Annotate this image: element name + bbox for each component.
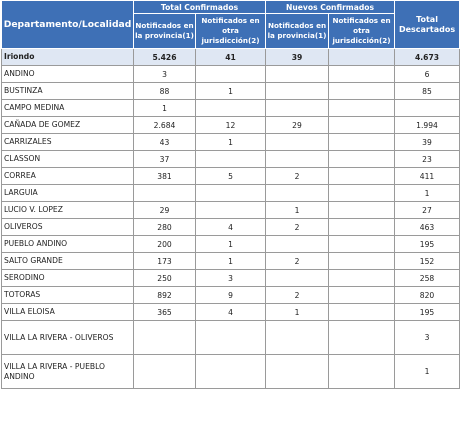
cell-confirmados-otra: 5: [196, 168, 266, 185]
cell-localidad: PUEBLO ANDINO: [2, 236, 134, 253]
col-header-departamento: Departamento/Localidad: [2, 1, 134, 49]
cell-confirmados-provincia: 280: [134, 219, 196, 236]
cell-localidad: LUCIO V. LOPEZ: [2, 202, 134, 219]
group-header-total-confirmados: Total Confirmados: [134, 1, 266, 14]
cell-nuevos-otra: [329, 134, 395, 151]
col-header-total-descartados: Total Descartados: [395, 1, 460, 49]
cell-nuevos-provincia: 39: [266, 49, 329, 66]
cell-nuevos-provincia: [266, 185, 329, 202]
col-header-confirmados-provincia: Notificados en la provincia(1): [134, 14, 196, 49]
cell-confirmados-provincia: 250: [134, 270, 196, 287]
cell-confirmados-provincia: [134, 321, 196, 355]
cell-nuevos-provincia: 1: [266, 304, 329, 321]
localidades-table: [1, 0, 460, 389]
cell-localidad: ANDINO: [2, 66, 134, 83]
cell-nuevos-provincia: [266, 83, 329, 100]
cell-total-descartados: 1.994: [395, 117, 460, 134]
cell-confirmados-otra: 1: [196, 134, 266, 151]
cell-nuevos-provincia: [266, 151, 329, 168]
cell-confirmados-provincia: 37: [134, 151, 196, 168]
cell-nuevos-provincia: [266, 100, 329, 117]
cell-localidad: CLASSON: [2, 151, 134, 168]
cell-localidad: OLIVEROS: [2, 219, 134, 236]
table-row: [2, 185, 460, 202]
table-row: [2, 270, 460, 287]
cell-nuevos-otra: [329, 49, 395, 66]
cell-localidad: VILLA ELOISA: [2, 304, 134, 321]
cell-confirmados-provincia: 381: [134, 168, 196, 185]
cell-total-descartados: 820: [395, 287, 460, 304]
cell-nuevos-otra: [329, 304, 395, 321]
cell-localidad: BUSTINZA: [2, 83, 134, 100]
cell-confirmados-otra: 9: [196, 287, 266, 304]
cell-nuevos-otra: [329, 168, 395, 185]
cell-confirmados-otra: 41: [196, 49, 266, 66]
cell-confirmados-provincia: 5.426: [134, 49, 196, 66]
cell-nuevos-otra: [329, 66, 395, 83]
table-row: [2, 134, 460, 151]
col-header-confirmados-otra: Notificados en otra jurisdicción(2): [196, 14, 266, 49]
cell-confirmados-provincia: [134, 185, 196, 202]
cell-confirmados-provincia: 29: [134, 202, 196, 219]
cell-nuevos-otra: [329, 219, 395, 236]
cell-confirmados-provincia: 173: [134, 253, 196, 270]
cell-localidad: SERODINO: [2, 270, 134, 287]
cell-nuevos-provincia: [266, 321, 329, 355]
cell-confirmados-otra: [196, 355, 266, 389]
cell-nuevos-otra: [329, 117, 395, 134]
cell-total-descartados: 195: [395, 236, 460, 253]
cell-total-descartados: 85: [395, 83, 460, 100]
table-row: [2, 355, 460, 389]
table-row: [2, 236, 460, 253]
cell-confirmados-otra: 1: [196, 236, 266, 253]
cell-nuevos-provincia: 2: [266, 219, 329, 236]
cell-total-descartados: 411: [395, 168, 460, 185]
cell-confirmados-provincia: 365: [134, 304, 196, 321]
cell-nuevos-provincia: [266, 355, 329, 389]
table-row: [2, 202, 460, 219]
table-row: [2, 151, 460, 168]
cell-nuevos-otra: [329, 287, 395, 304]
table-row: [2, 219, 460, 236]
group-header-nuevos-confirmados: Nuevos Confirmados: [266, 1, 395, 14]
cell-confirmados-otra: [196, 321, 266, 355]
col-header-nuevos-provincia: Notificados en la provincia(1): [266, 14, 329, 49]
cell-confirmados-provincia: 2.684: [134, 117, 196, 134]
cell-confirmados-provincia: 88: [134, 83, 196, 100]
cell-nuevos-otra: [329, 151, 395, 168]
cell-nuevos-provincia: [266, 66, 329, 83]
cell-confirmados-otra: 3: [196, 270, 266, 287]
cell-localidad: TOTORAS: [2, 287, 134, 304]
cell-nuevos-otra: [329, 185, 395, 202]
cell-confirmados-otra: 4: [196, 304, 266, 321]
cell-confirmados-provincia: [134, 355, 196, 389]
cell-nuevos-provincia: [266, 270, 329, 287]
cell-localidad: SALTO GRANDE: [2, 253, 134, 270]
cell-confirmados-otra: [196, 185, 266, 202]
table-row: [2, 83, 460, 100]
cell-nuevos-provincia: 1: [266, 202, 329, 219]
cell-confirmados-otra: [196, 202, 266, 219]
cell-confirmados-otra: 4: [196, 219, 266, 236]
cell-localidad: CARRIZALES: [2, 134, 134, 151]
cell-total-descartados: 1: [395, 185, 460, 202]
cell-localidad: CAÑADA DE GOMEZ: [2, 117, 134, 134]
cell-nuevos-otra: [329, 236, 395, 253]
cell-nuevos-provincia: [266, 236, 329, 253]
cell-total-descartados: 1: [395, 355, 460, 389]
cell-nuevos-provincia: [266, 134, 329, 151]
cell-confirmados-provincia: 43: [134, 134, 196, 151]
cell-confirmados-provincia: 200: [134, 236, 196, 253]
cell-localidad: CAMPO MEDINA: [2, 100, 134, 117]
cell-nuevos-provincia: 2: [266, 253, 329, 270]
cell-nuevos-otra: [329, 321, 395, 355]
cell-nuevos-otra: [329, 100, 395, 117]
cell-confirmados-otra: [196, 66, 266, 83]
col-header-nuevos-otra: Notificados en otra jurisdicción(2): [329, 14, 395, 49]
cell-total-descartados: 27: [395, 202, 460, 219]
cell-total-descartados: 463: [395, 219, 460, 236]
cell-nuevos-otra: [329, 83, 395, 100]
cell-nuevos-otra: [329, 253, 395, 270]
cell-total-descartados: 39: [395, 134, 460, 151]
table-body: [2, 49, 460, 389]
department-row: [2, 49, 460, 66]
table-row: [2, 253, 460, 270]
cell-total-descartados: 258: [395, 270, 460, 287]
cell-total-descartados: 4.673: [395, 49, 460, 66]
cell-nuevos-otra: [329, 202, 395, 219]
cell-total-descartados: [395, 100, 460, 117]
cell-confirmados-provincia: 3: [134, 66, 196, 83]
cell-total-descartados: 23: [395, 151, 460, 168]
cell-total-descartados: 152: [395, 253, 460, 270]
table-row: [2, 287, 460, 304]
table-row: [2, 168, 460, 185]
cell-confirmados-otra: 12: [196, 117, 266, 134]
cell-nuevos-provincia: 2: [266, 168, 329, 185]
table-row: [2, 100, 460, 117]
cell-nuevos-otra: [329, 355, 395, 389]
table-row: [2, 117, 460, 134]
cell-localidad: Iriondo: [2, 49, 134, 66]
cell-confirmados-otra: [196, 100, 266, 117]
cell-total-descartados: 3: [395, 321, 460, 355]
cell-localidad: VILLA LA RIVERA - PUEBLO ANDINO: [2, 355, 134, 389]
cell-total-descartados: 195: [395, 304, 460, 321]
table-row: [2, 66, 460, 83]
cell-confirmados-otra: 1: [196, 253, 266, 270]
cell-confirmados-provincia: 1: [134, 100, 196, 117]
cell-total-descartados: 6: [395, 66, 460, 83]
cell-localidad: VILLA LA RIVERA - OLIVEROS: [2, 321, 134, 355]
table-row: [2, 321, 460, 355]
cell-nuevos-provincia: 2: [266, 287, 329, 304]
cell-confirmados-provincia: 892: [134, 287, 196, 304]
table-row: [2, 304, 460, 321]
cell-nuevos-otra: [329, 270, 395, 287]
cell-localidad: LARGUIA: [2, 185, 134, 202]
cell-localidad: CORREA: [2, 168, 134, 185]
cell-confirmados-otra: [196, 151, 266, 168]
cell-confirmados-otra: 1: [196, 83, 266, 100]
cell-nuevos-provincia: 29: [266, 117, 329, 134]
